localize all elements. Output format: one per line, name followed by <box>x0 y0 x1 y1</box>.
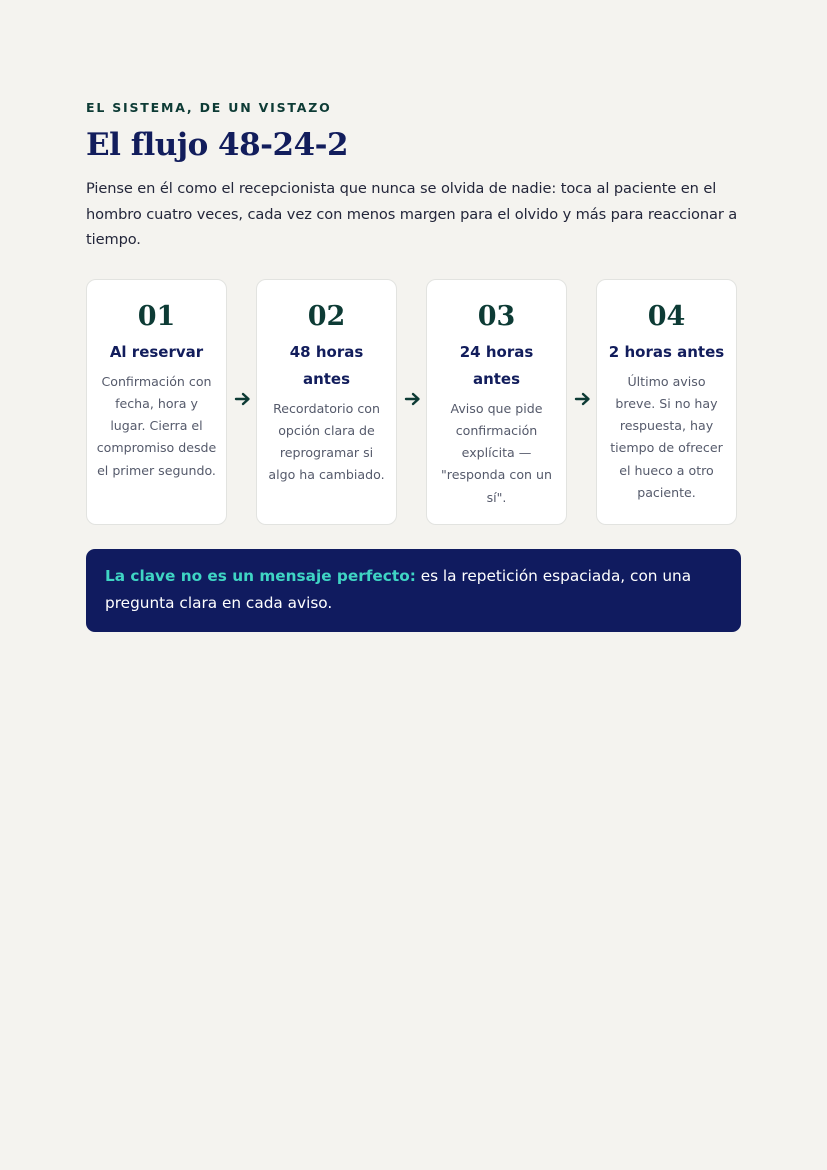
step-description: Último aviso breve. Si no hay respuesta, hay tiempo de ofrecer el hueco a otro paciente. <box>610 373 723 500</box>
flow-steps <box>86 279 741 527</box>
section-eyebrow: EL SISTEMA, DE UN VISTAZO <box>86 100 332 115</box>
arrow-right-icon <box>233 389 253 409</box>
step-description: Recordatorio con opción clara de reprogramar si algo ha cambiado. <box>268 400 385 483</box>
callout-lead: La clave no es un mensaje perfecto: <box>105 566 416 585</box>
step-title: 48 horas antes <box>289 342 364 388</box>
step-title: Al reservar <box>109 342 204 361</box>
step-title: 24 horas antes <box>459 342 534 388</box>
step-number: 02 <box>307 300 346 332</box>
step-number: 03 <box>477 300 516 332</box>
step-number: 04 <box>647 300 686 332</box>
arrow-right-icon <box>573 389 593 409</box>
step-description: Aviso que pide confirmación explícita — "responda con un sí". <box>441 400 552 505</box>
step-card-3 <box>426 279 567 525</box>
arrow-right-icon <box>403 389 423 409</box>
step-title: 2 horas antes <box>608 342 725 361</box>
step-card-2 <box>256 279 397 525</box>
section-title: El flujo 48-24-2 <box>86 127 349 163</box>
key-callout <box>86 549 741 632</box>
step-description: Confirmación con fecha, hora y lugar. Cierra el compromiso desde el primer segundo. <box>96 373 217 478</box>
callout-text: es la repetición espaciada, con una pregunta clara en cada aviso. <box>105 566 692 612</box>
step-card-1 <box>86 279 227 525</box>
section-intro: Piense en él como el recepcionista que nunca se olvida de nadie: toca al paciente en el hombro cuatro veces, cada vez con menos margen para el olvido y más para reaccionar a tiempo. <box>86 180 738 248</box>
step-card-4 <box>596 279 737 525</box>
flow-section <box>86 100 741 632</box>
step-number: 01 <box>137 300 176 332</box>
